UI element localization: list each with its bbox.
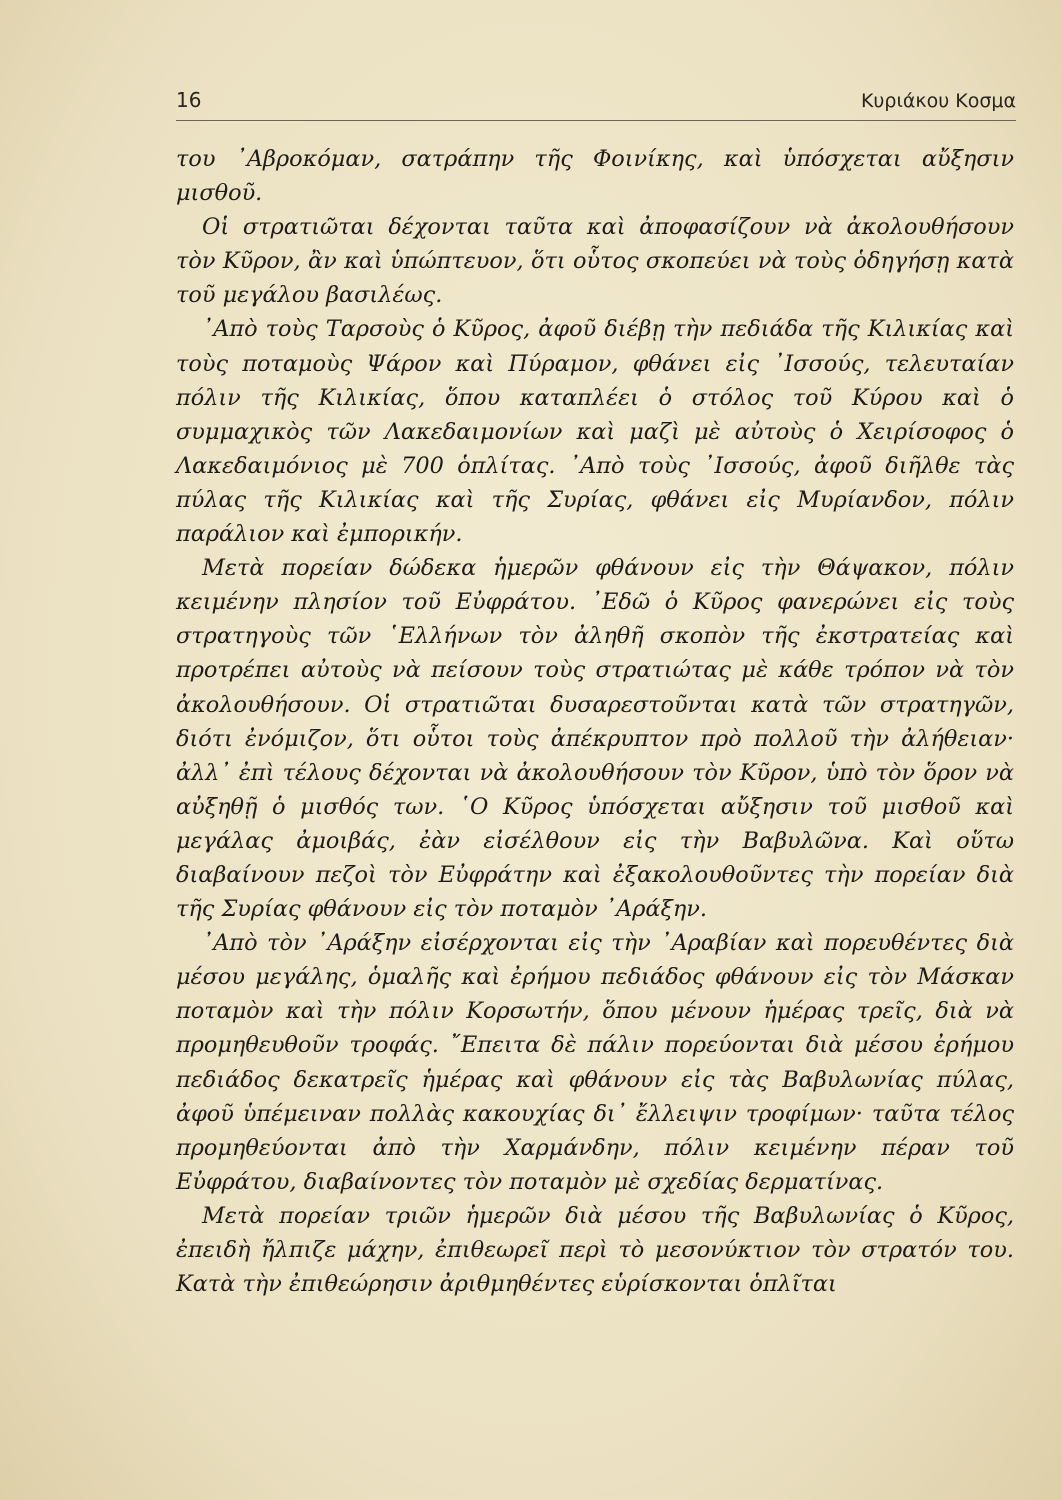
paragraph-continuation: του ᾿Αβροκόμαν, σατράπην τῆς Φοινίκης, καὶ ὑπόσχεται αὔξησιν μισθοῦ. — [176, 146, 1014, 207]
paragraph: Μετὰ πορείαν τριῶν ἡμερῶν διὰ μέσου τῆς Βαβυλωνίας ὁ Κῦρος, ἐπειδὴ ἤλπιζε μάχην, ἐπιθεωρεῖ περὶ τὸ μεσονύκτιον τὸν στρατόν του. Κατὰ τὴν ἐπιθεώρησιν ἀριθμηθέντες εὑρίσκονται ὁπλῖται — [176, 1202, 1014, 1298]
paragraph: Οἱ στρατιῶται δέχονται ταῦτα καὶ ἀποφασίζουν νὰ ἀκολουθήσουν τὸν Κῦρον, ἂν καὶ ὑπώπτευον, ὅτι οὗτος σκοπεύει νὰ τοὺς ὁδηγήσῃ κατὰ τοῦ μεγάλου βασιλέως. — [176, 214, 1014, 309]
header-rule — [176, 120, 1016, 121]
page-number: 16 — [176, 88, 202, 112]
running-head: Κυριάκου Κοσμα — [860, 90, 1016, 112]
page-header — [176, 80, 1016, 116]
paragraph: ᾿Απὸ τοὺς Ταρσοὺς ὁ Κῦρος, ἀφοῦ διέβῃ τὴν πεδιάδα τῆς Κιλικίας καὶ τοὺς ποταμοὺς Ψάρον καὶ Πύραμον, φθάνει εἰς ᾿Ισσούς, τελευταίαν πόλιν τῆς Κιλικίας, ὅπου καταπλέει ὁ στόλος τοῦ Κύρου καὶ ὁ συμμαχικὸς τῶν Λακεδαιμονίων καὶ μαζὶ μὲ αὐτοὺς ὁ Χειρίσοφος ὁ Λακεδαιμόνιος μὲ 700 ὁπλίτας. ᾿Απὸ τοὺς ᾿Ισσούς, ἀφοῦ διῆλθε τὰς πύλας τῆς Κιλικίας καὶ τῆς Συρίας, φθάνει εἰς Μυρίανδον, πόλιν παράλιον καὶ ἐμπορικήν. — [176, 316, 1014, 548]
paragraph: ᾿Απὸ τὸν ᾿Αράξην εἰσέρχονται εἰς τὴν ᾿Αραβίαν καὶ πορευθέντες διὰ μέσου μεγάλης, ὁμαλῆς καὶ ἐρήμου πεδιάδος φθάνουν εἰς τὸν Μάσκαν ποταμὸν καὶ τὴν πόλιν Κορσωτήν, ὅπου μένουν ἡμέρας τρεῖς, διὰ νὰ προμηθευθοῦν τροφάς. ῎Επειτα δὲ πάλιν πορεύονται διὰ μέσου ἐρήμου πεδιάδος δεκατρεῖς ἡμέρας καὶ φθάνουν εἰς τὰς Βαβυλωνίας πύλας, ἀφοῦ ὑπέμειναν πολλὰς κακουχίας δι᾿ ἔλλειψιν τροφίμων· ταῦτα τέλος προμηθεύονται ἀπὸ τὴν Χαρμάνδην, πόλιν κειμένην πέραν τοῦ Εὐφράτου, διαβαίνοντες τὸν ποταμὸν μὲ σχεδίας δερματίνας. — [176, 930, 1014, 1195]
body-text — [176, 142, 1014, 1301]
paragraph: Μετὰ πορείαν δώδεκα ἡμερῶν φθάνουν εἰς τὴν Θάψακον, πόλιν κειμένην πλησίον τοῦ Εὐφράτου. ᾿Εδῶ ὁ Κῦρος φανερώνει εἰς τοὺς στρατηγοὺς τῶν ῾Ελλήνων τὸν ἀληθῆ σκοπὸν τῆς ἐκστρατείας καὶ προτρέπει αὐτοὺς νὰ πείσουν τοὺς στρατιώτας μὲ κάθε τρόπον νὰ τὸν ἀκολουθήσουν. Οἱ στρατιῶται δυσαρεστοῦνται κατὰ τῶν στρατηγῶν, διότι ἐνόμιζον, ὅτι οὗτοι τοὺς ἀπέκρυπτον πρὸ πολλοῦ τὴν ἀλήθειαν· ἀλλ᾿ ἐπὶ τέλους δέχονται νὰ ἀκολουθήσουν τὸν Κῦρον, ὑπὸ τὸν ὅρον νὰ αὐξηθῇ ὁ μισθός των. ῾Ο Κῦρος ὑπόσχεται αὔξησιν τοῦ μισθοῦ καὶ μεγάλας ἀμοιβάς, ἐὰν εἰσέλθουν εἰς τὴν Βαβυλῶνα. Καὶ οὕτω διαβαίνουν πεζοὶ τὸν Εὐφράτην καὶ ἐξακολουθοῦντες τὴν πορείαν διὰ τῆς Συρίας φθάνουν εἰς τὸν ποταμὸν ᾿Αράξην. — [176, 555, 1014, 923]
